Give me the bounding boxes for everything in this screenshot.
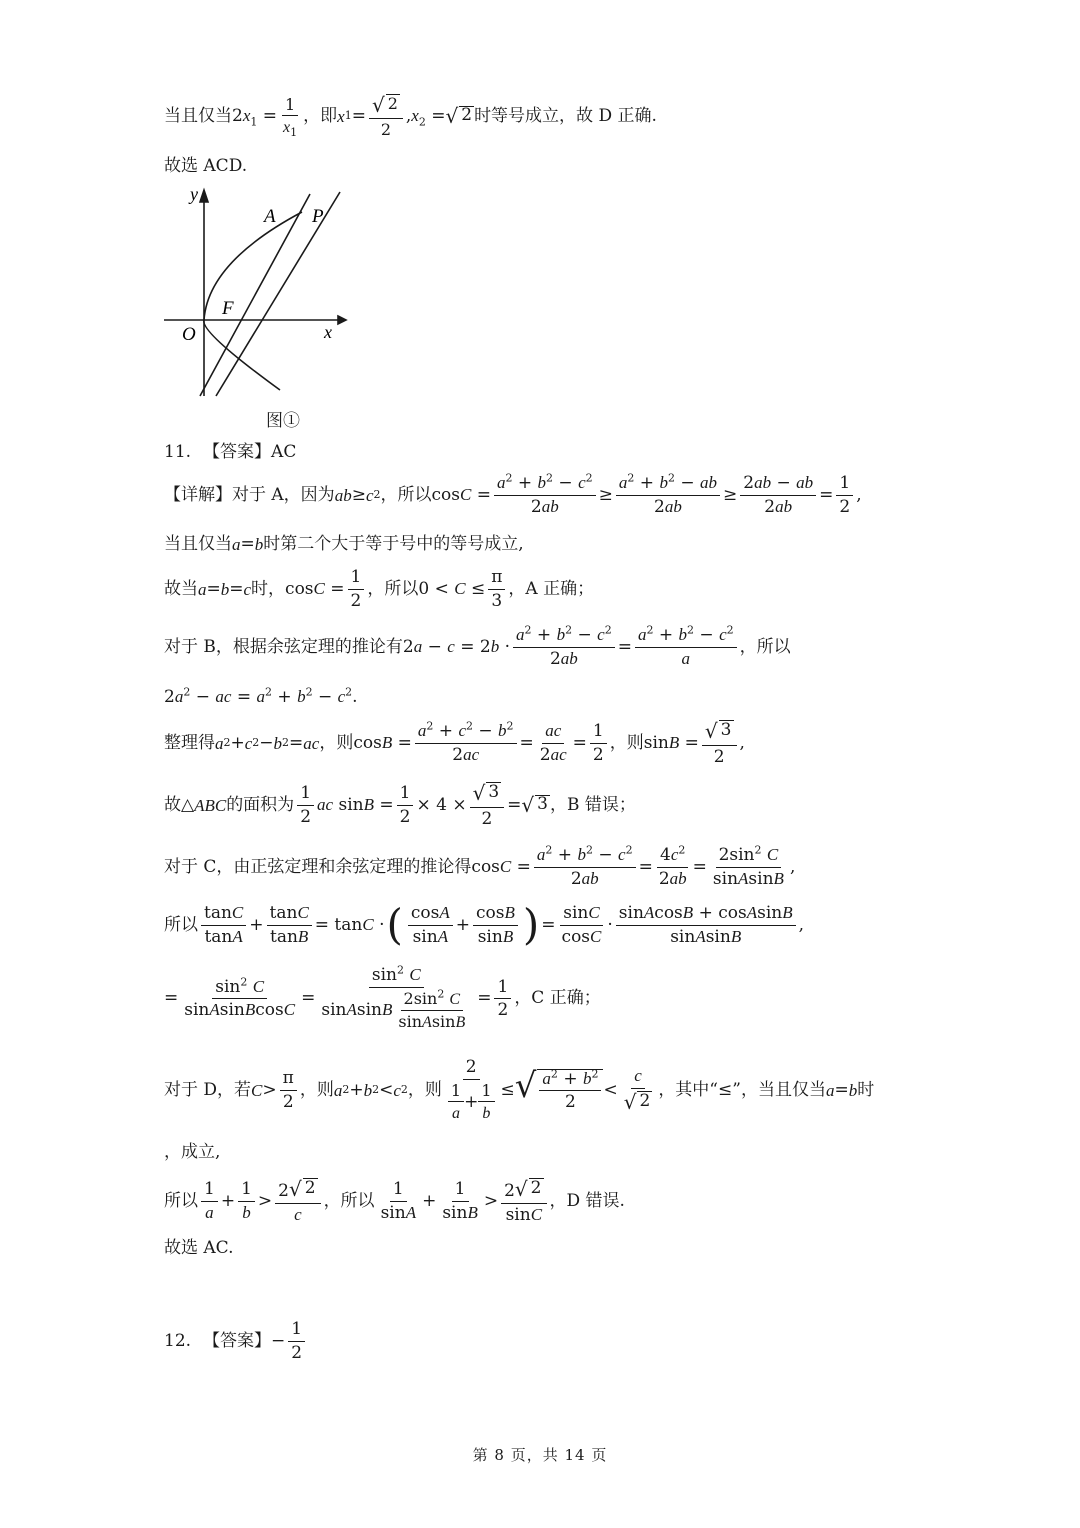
text: 对于 C，由正弦定理和余弦定理的推论得 [164,856,472,877]
q11-D-line1: 对于 D，若 C > $\frac{\pi}{2}$ ，则 a 2 + b 2 < c 2 ，则 2 $\frac{1}{a}$ + $\frac{1}{b}$ ≤ √ $\frac{a^2 + b^2}{2}$ < c √ 2 ，其中“≤”，当且仅当 a = b 时 [164,1057,875,1123]
text: ，所以 [323,1190,375,1211]
question-number: 11. [164,442,192,462]
question-number: 12. [164,1330,192,1351]
q11-A-line1: 【详解】 对于 A，因为 ab ≥ c 2 ，所以 cosC = $\frac{a^2 + b^2 - c^2}{2ab}$ ≥ $\frac{a^2 + b^2 - ab}{2ab}$ ≥ $\frac{2ab - ab}{2ab}$ = $\frac{1}{2}$ , [164,471,862,517]
text: ，则 [319,732,354,753]
text: 时， [251,578,286,599]
text: 故当 [164,578,198,599]
q11-D-line3: 所以 $\frac{1}{a}$ + $\frac{1}{b}$ > 2 √ 2 c ，所以 $\frac{1}{\sin A}$ + $\frac{1}{\sin B}$ > 2 √ 2 sinC ，D 错误. [164,1177,625,1225]
text: 当且仅当 [164,534,232,554]
text: 整理得 [164,732,215,753]
text: ，所以 [367,578,419,599]
text: ，其中“≤”，当且仅当 [658,1079,826,1100]
text: ，所以 [380,484,432,505]
text: 对于 B，根据余弦定理的推论有 [164,636,403,657]
text: 对于 D，若 [164,1079,252,1100]
q11-end-line: 故选 AC. [164,1238,234,1258]
x-axis-arrow-icon [338,316,346,324]
text: 所以 [164,1190,198,1211]
q11-D-line2: ，成立, [164,1142,221,1162]
detail-tag: 【详解】 [164,484,232,505]
line-FA [200,194,310,396]
text: ，A 正确； [508,578,595,599]
text: ，即 [303,105,338,126]
label-x: x [324,322,332,342]
q11-C-line1: 对于 C，由正弦定理和余弦定理的推论得 cosC = $\frac{a^2 + b^2 - c^2}{2ab}$ = $\frac{4c^2}{2ab}$ = $\frac{2\sin^2 C}{\text{sinAsinB}}$ , [164,843,796,889]
q11-C-line2: 所以 $\frac{\tan C}{\tan A}$ + $\frac{\tan C}{\tan B}$ = tanC · ( $\frac{\cos A}{\sin A}$ + $\frac{\cos B}{\sin B}$ ) = $\frac{\sin C}{\cos C}$ · $\frac{\text{sinAcosB + cosAsinB}}{\text{sinAsinB}}$ , [164,900,805,950]
label-P: P [312,206,324,227]
text: ，C 正确； [514,988,601,1009]
q11-B-line3: 整理得 a 2 + c 2 − b 2 = ac ，则 cosB = $\frac{a^2 + c^2 - b^2}{2ac}$ = $\frac{ac}{2ac}$ = $\frac{1}{2}$ ，则 sinB = √ 3 2 , [164,719,745,767]
q11-B-line4: 故△ ABC 的面积为 $\frac{1}{2}$ ac sinB = $\frac{1}{2}$ × 4 × √ 3 2 = √ 3 ，B 错误； [164,781,636,829]
conclusion-line: 故选 ACD. [164,156,248,176]
page-footer: 第 8 页，共 14 页 [472,1446,608,1464]
text: 所以 [164,914,198,935]
text: ，B 错误； [549,794,636,815]
text: ，则 [407,1079,442,1100]
text: 时第二个大于等于号中的等号成立, [263,534,524,554]
q11-B-line1: 对于 B，根据余弦定理的推论有 2a − c = 2b · $\frac{a^2 + b^2 - c^2}{2ab}$ = $\frac{a^2 + b^2 - c^2}{a}$ ，所以 [164,623,791,669]
text: 故△ [164,794,195,815]
text: 时等号成立，故 D 正确. [474,105,657,126]
q11-A-line3: 故当 a = b = c 时， cosC = $\frac{1}{2}$ ，所以 0 < C ≤ $\frac{\pi}{3}$ ，A 正确； [164,567,595,611]
label-F: F [222,298,234,319]
q12-answer-line: 12. 【答案】 − $\frac{1}{2}$ [164,1320,308,1362]
label-A: A [264,206,276,227]
q11-B-line2: $2a^2$ − ac = $a^2 + b^2 - c^2$. [164,685,358,707]
q11-answer-line [164,444,296,461]
text: ，D 错误. [549,1190,625,1211]
y-axis-arrow-icon [200,190,208,202]
text: 当且仅当 [164,105,232,126]
text: 的面积为 [226,794,295,815]
text: 对于 A，因为 [232,484,335,505]
text: ，则 [609,732,644,753]
text: ，则 [299,1079,334,1100]
answer-value: AC [271,442,297,462]
text: 时 [857,1079,875,1100]
text: ，所以 [739,636,791,657]
label-O: O [182,324,196,345]
answer-tag: 【答案】 [203,442,272,462]
q11-A-line2: 当且仅当 a = b 时第二个大于等于号中的等号成立, [164,534,524,554]
q11-C-line3: = $\frac{\sin^2 C}{\text{sinAsinBcosC}}$ = $\sin^2 C$ sin A sin B $\frac{2\sin^2 C}{\text{sinAsinB}}$ = $\frac{1}{2}$ ，C 正确； [164,963,601,1032]
parabola-figure [160,182,350,404]
answer-tag: 【答案】 [203,1330,272,1351]
figure-caption: 图① [266,411,300,431]
equality-condition-line: 当且仅当 $2x_1$ = $\frac{1}{x_1}$ ，即 x 1 = √ 2 2 $,x_2$ = √ 2 时等号成立，故 D 正确. [164,93,657,140]
label-y: y [190,184,198,204]
